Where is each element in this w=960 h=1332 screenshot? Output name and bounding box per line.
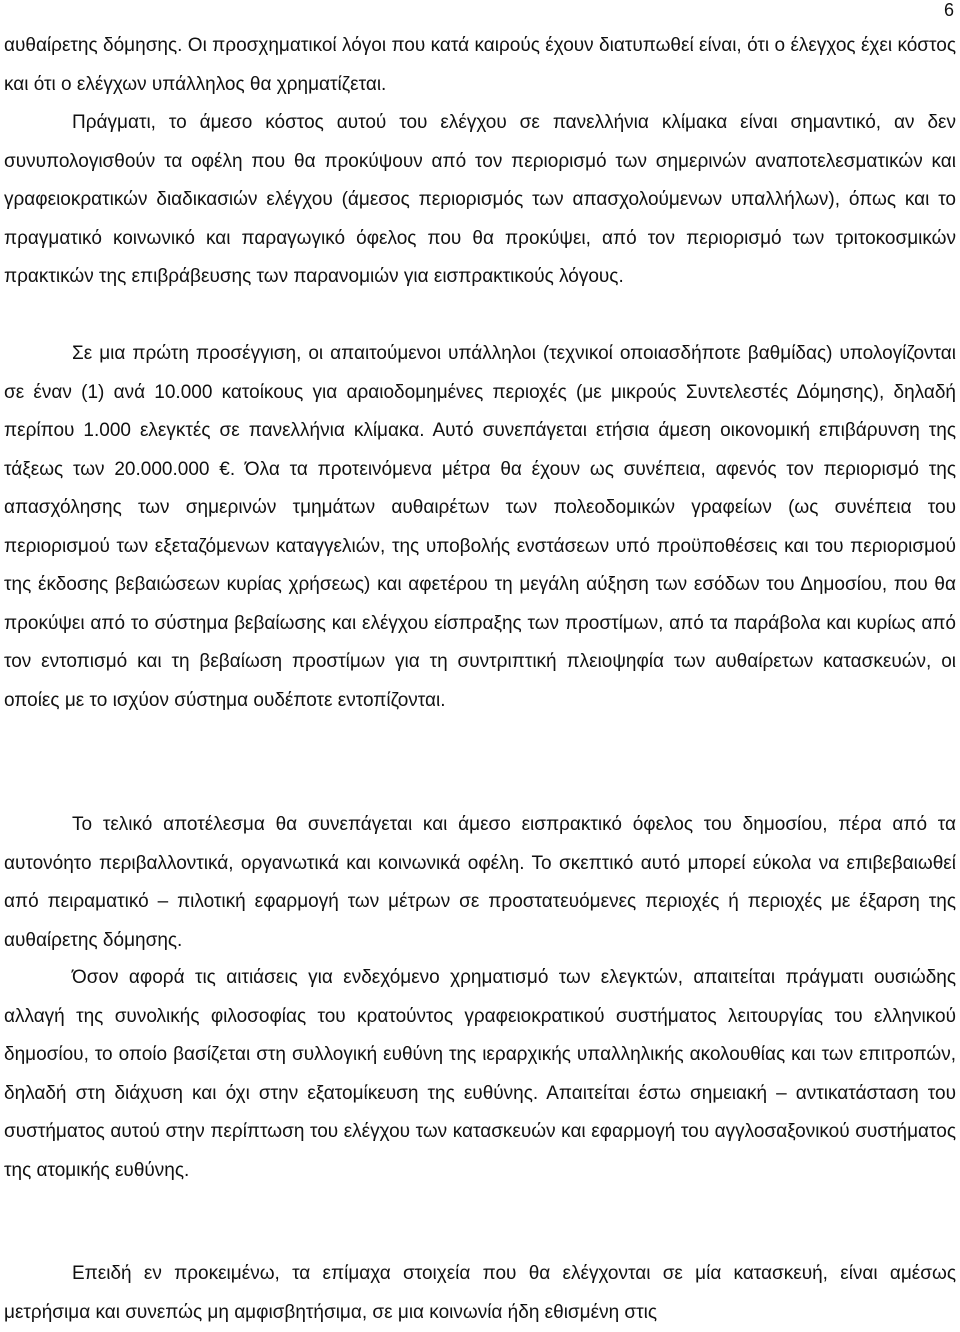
paragraph-estimate: Σε μια πρώτη προσέγγιση, οι απαιτούμενοι υπάλληλοι (τεχνικοί οποιασδήποτε βαθμίδας) υπολογίζονται σε έναν (1) ανά 10.000 κατοίκους για αραιοδομημένες περιοχές (με μικρούς Συντελεστές Δόμησης), δηλαδή περίπου 1.000 ελεγκτές σε πανελλήνια κλίμακα. Αυτό συνεπάγεται ετήσια άμεση οικονομική επιβάρυνση της τάξεως των 20.000.000 €. Όλα τα προτεινόμενα μέτρα θα έχουν ως συνέπεια, αφενός τον περιορισμό της απασχόλησης των σημερινών τμημάτων αυθαιρέτων των πολεοδομικών γραφείων (ως συνέπεια του περιορισμού των εξεταζόμενων καταγγελιών, της υποβολής ενστάσεων υπό προϋποθέσεις και του περιορισμού της έκδοσης βεβαιώσεων κυρίας χρήσεως) και αφετέρου τη μεγάλη αύξηση των εσόδων του Δημοσίου, που θα προκύψει από το σύστημα βεβαίωσης και ελέγχου είσπραξης των προστίμων, από τα παράβολα και κυρίως από τον εντοπισμό και τη βεβαίωση προστίμων για τη συντριπτική πλειοψηφία των αυθαίρετων κατασκευών, οι οποίες με το ισχύον σύστημα ουδέποτε εντοπίζονται. [4,343,956,711]
page-number: 6 [943,0,954,20]
paragraph-result: Το τελικό αποτέλεσμα θα συνεπάγεται και άμεσο εισπρακτικό όφελος του δημοσίου, πέρα από τα αυτονόητο περιβαλλοντικά, οργανωτικά και κοινωνικά οφέλη. Το σκεπτικό αυτό μπορεί εύκολα να επιβεβαιωθεί από πειραματικό – πιλοτική εφαρμογή των μέτρων σε προστατευόμενες περιοχές ή περιοχές με έξαρση της αυθαίρετης δόμησης. [4,814,956,951]
paragraph-cost: Πράγματι, το άμεσο κόστος αυτού του ελέγχου σε πανελλήνια κλίμακα είναι σημαντικό, αν δεν συνυπολογισθούν τα οφέλη που θα προκύψουν από τον περιορισμό των σημερινών αναποτελεσματικών και γραφειοκρατικών διαδικασιών ελέγχου (άμεσος περιορισμός των απασχολούμενων υπαλλήλων), όπως και το πραγματικό κοινωνικό και παραγωγικό όφελος που θα προκύψει, από τον περιορισμό των τριτοκοσμικών πρακτικών της επιβράβευσης των παρανομιών για εισπρακτικούς λόγους. [4,112,956,288]
paragraph-bribery: Όσον αφορά τις αιτιάσεις για ενδεχόμενο χρηματισμό των ελεγκτών, απαιτείται πράγματι ουσιώδης αλλαγή της συνολικής φιλοσοφίας του κρατούντος γραφειοκρατικού συστήματος λειτουργίας του ελληνικού δημοσίου, το οποίο βασίζεται στη συλλογική ευθύνη της ιεραρχικής υπαλληλικής ακολουθίας και των επιτροπών, δηλαδή στη διάχυση και όχι στην εξατομίκευση της ευθύνης. Απαιτείται έστω σημειακή – αντικατάσταση του συστήματος αυτού στην περίπτωση του ελέγχου των κατασκευών και εφαρμογή του αγγλοσαξονικού συστήματος της ατομικής ευθύνης. [4,967,956,1181]
paragraph-continuation: αυθαίρετης δόμησης. Οι προσχηματικοί λόγοι που κατά καιρούς έχουν διατυπωθεί είναι, ότι ο έλεγχος έχει κόστος και ότι ο ελέγχων υπάλληλος θα χρηματίζεται. [4,35,956,95]
paragraph-measurable: Επειδή εν προκειμένω, τα επίμαχα στοιχεία που θα ελέγχονται σε μία κατασκευή, είναι αμέσως μετρήσιμα και συνεπώς μη αμφισβητήσιμα, σε μια κοινωνία ήδη εθισμένη στις [4,1263,956,1323]
